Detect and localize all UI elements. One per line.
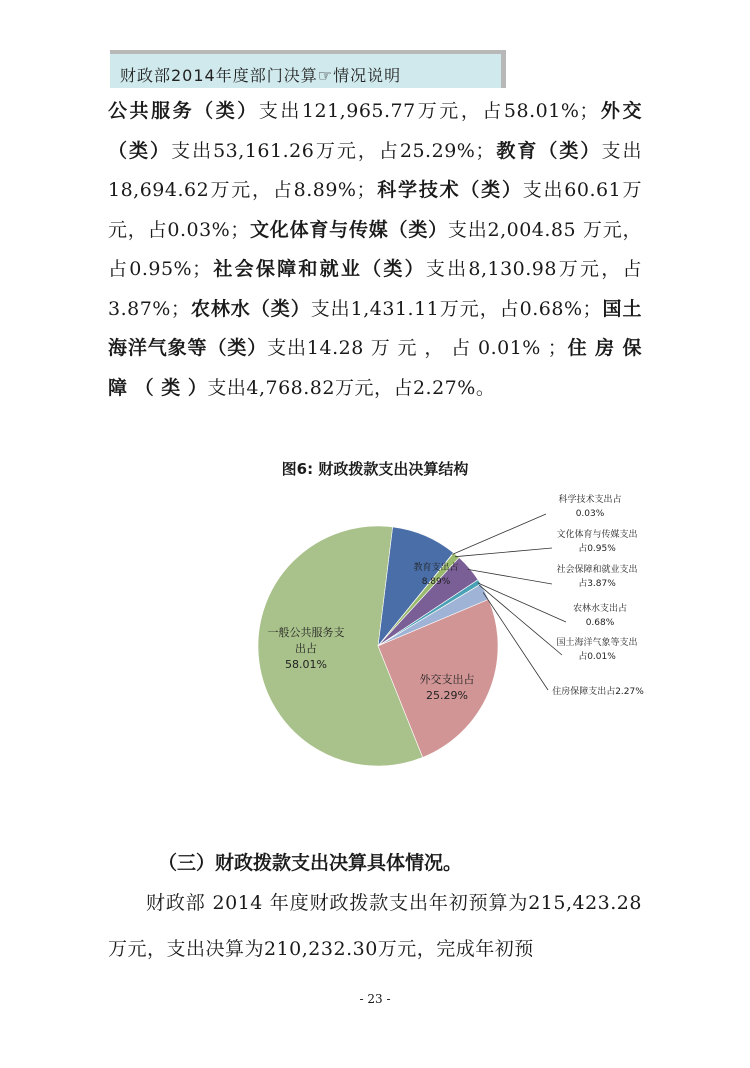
slice-label-jiaoyu-line1: 教育支出占 xyxy=(413,563,459,573)
leader-line xyxy=(452,514,546,554)
section-heading: （三）财政拨款支出决算具体情况。 xyxy=(158,852,463,874)
slice-label-waijiao-pct: 25.29% xyxy=(426,689,468,702)
callout-label: 住房保障支出占2.27% xyxy=(552,687,644,697)
callout-label: 文化体育与传媒支出 xyxy=(556,530,638,540)
slice-label-gps-pct: 58.01% xyxy=(285,658,327,671)
slice-label-gps-line2: 出占 xyxy=(295,642,317,655)
category-name: 住 房 保 障 （ 类 ） xyxy=(108,337,642,399)
callout-value: 占0.01% xyxy=(578,652,616,662)
category-name: 社会保障和就业（类） xyxy=(211,258,426,280)
category-text: 支出53,161.26万元，占25.29%； xyxy=(171,139,495,162)
category-text: 支出18,694.62万元，占8.89%； xyxy=(108,139,642,201)
category-text: 支出8,130.98万元，占3.87%； xyxy=(108,258,642,320)
chart-title: 图6: 财政拨款支出决算结构 xyxy=(281,460,469,478)
category-name: 外交（类） xyxy=(108,100,642,162)
category-text: 支出60.61万元，占0.03%； xyxy=(108,179,642,241)
category-text: 支出14.28 万 元 ， 占 0.01% ； xyxy=(267,337,568,359)
category-name: 教育（类） xyxy=(494,139,602,162)
category-name: 公共服务（类） xyxy=(108,100,259,122)
category-name: 农林水（类） xyxy=(190,297,311,320)
category-name: 科学技术（类） xyxy=(375,179,523,201)
callout-label: 科学技术支出占 xyxy=(558,495,622,505)
callout-label: 社会保障和就业支出 xyxy=(556,565,638,575)
slice-label-waijiao-line1: 外交支出占 xyxy=(419,673,475,686)
callout-value: 0.68% xyxy=(585,618,615,628)
category-text: 支出1,431.11万元，占0.68%； xyxy=(310,297,603,320)
slice-label-gps-line1: 一般公共服务支 xyxy=(267,626,345,639)
closing-paragraph: 财政部 2014 年度财政拨款支出年初预算为215,423.28万元，支出决算为210,232.30万元，完成年初预 xyxy=(108,892,642,960)
slice-label-jiaoyu-pct: 8.89% xyxy=(421,577,451,587)
callout-label: 国土海洋气象等支出 xyxy=(556,638,638,648)
header-title: 财政部2014年度部门决算☞情况说明 xyxy=(120,66,402,85)
leader-line xyxy=(455,548,552,557)
callout-value: 占3.87% xyxy=(578,579,616,589)
category-text: 支出2,004.85 万元，占0.95%； xyxy=(108,218,642,280)
category-text: 支出121,965.77万元，占58.01%； xyxy=(258,100,599,122)
leader-line xyxy=(468,569,552,584)
page-number: - 23 - xyxy=(359,992,391,1006)
callout-value: 占0.95% xyxy=(578,544,616,554)
category-text: 支出4,768.82万元，占2.27%。 xyxy=(207,376,496,399)
category-name: 国土海洋气象等（类） xyxy=(108,297,642,359)
callout-label: 农林水支出占 xyxy=(572,604,628,614)
callout-value: 0.03% xyxy=(575,509,605,519)
category-name: 文化体育与传媒（类） xyxy=(249,218,448,241)
